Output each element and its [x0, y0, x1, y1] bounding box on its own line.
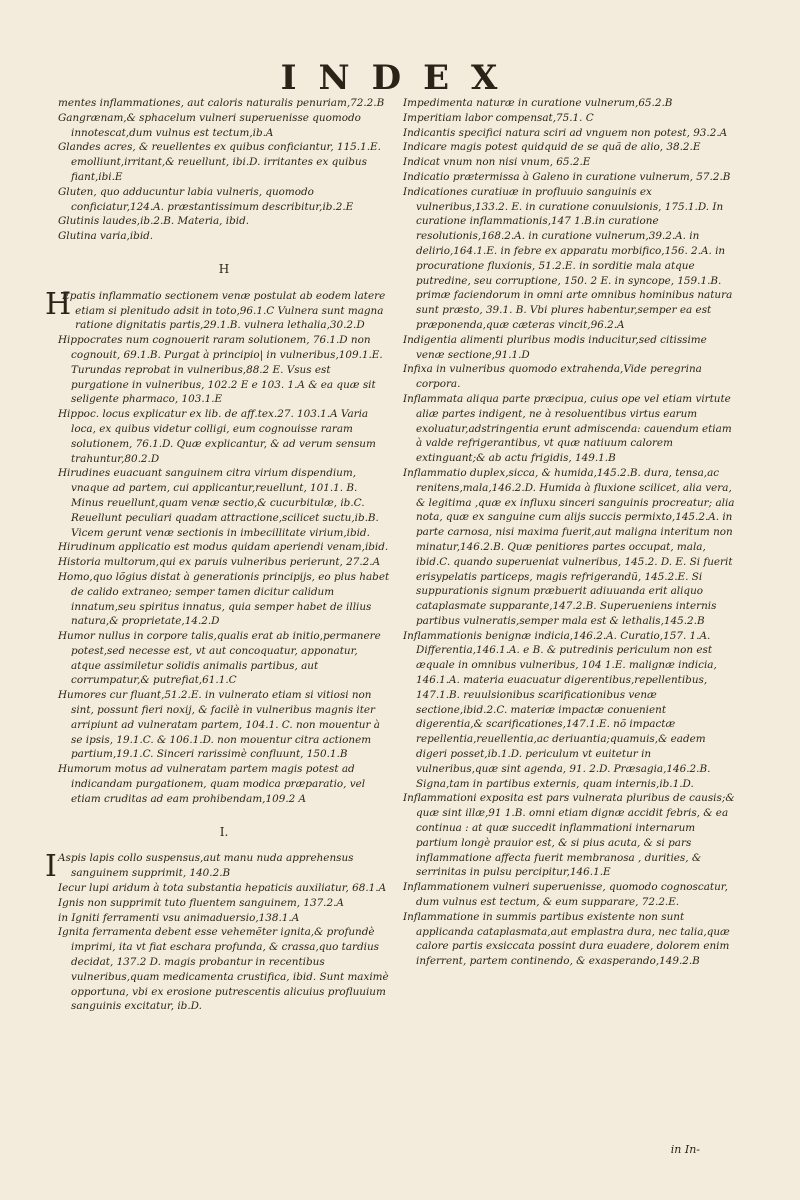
index-entry: Indigentia alimenti pluribus modis inducitur,sed citissime venæ sectione,91.1.D	[403, 333, 707, 361]
catchword: in In-	[670, 1143, 700, 1156]
index-entry: Indicantis specifici natura sciri ad vnguem non potest, 93.2.A	[403, 126, 728, 139]
index-entry: Historia multorum,qui ex paruis vulneribus perierunt, 27.2.A	[58, 556, 381, 569]
index-entry: Inflammatione in summis partibus existente non sunt applicanda cataplasmata,aut emplastra dura, nec talia,quæ calore partis exsiccata possint dura euadere, dolorem enim inferrent, partem continendo, & exasperando,149.2.B	[403, 910, 730, 968]
index-entry: Iecur lupi aridum à tota substantia hepaticis auxiliatur, 68.1.A	[58, 882, 387, 895]
index-entry: Ignis non supprimit tuto fluentem sanguinem, 137.2.A	[58, 896, 344, 909]
index-entry: Homo,quo lõgius distat à generationis principijs, eo plus habet de calido extraneo; semper tamen dicitur calidum innatum,seu spiritus innatus, quia semper habet de illius natura,& proprietate,14.2.D	[58, 570, 390, 628]
index-entry: Humor nullus in corpore talis,qualis erat ab initio,permanere potest,sed necesse est, vt aut concoquatur, apponatur, atque assimiletur solidis animalis partibus, aut corrumpatur,& putrefiat,61.1.C	[58, 630, 381, 687]
page-header: INDEX	[280, 58, 520, 98]
section-letter-i: I.	[219, 824, 229, 839]
index-entry	[45, 286, 390, 333]
index-entry: Ignita ferramenta debent esse vehemẽter ignita,& profundè imprimi, ita vt fiat eschara profunda, & crassa,quo tardius decidat, 137.2 D. magis probantur in recentibus vulneribus,quam medicamenta crustifica, ibid. Sunt maximè opportuna, vbi ex erosione putrescentis alicuius profluuium sanguinis excitatur, ib.D.	[58, 926, 389, 1013]
index-entry: Hippocrates num cognouerit raram solutionem, 76.1.D non cognouit, 69.1.B. Purgat à principio| in vulneribus,109.1.E. Turundas reprobat in vulneribus,88.2 E. Vsus est purgatione in vulneribus, 102.2 E e 103. 1.A & ea quæ sit seligente pharmaco, 103.1.E	[58, 334, 383, 406]
index-entry: Indicationes curatiuæ in profluuio sanguinis ex vulneribus,133.2. E. in curatione conuulsionis, 175.1.D. In curatione inflammationis,147 1.B.in curatione resolutionis,168.2.A. in curatione vulnerum,39.2.A. in delirio,164.1.E. in febre ex apparatu morbifico,156. 2.A. in procuratione fluxionis, 51.2.E. in sorditie mala atque putredine, seu corruptione, 150. 2 E. in syncope, 159.1.B. primæ faciendorum in omni arte omnibus hominibus natura sunt præsto, 39.1. B. Vbi plures habentur,semper ea est præponenda,quæ cæteras vincit,96.2.A	[403, 185, 733, 331]
index-entry: Hippoc. locus explicatur ex lib. de aff.tex.27. 103.1.A Varia loca, ex quibus videtur colligi, eum cognouisse raram solutionem, 76.1.D. Quæ explicantur, & ad verum sensum trahuntur,80.2.D	[58, 408, 376, 465]
index-entry: Hirudines euacuant sanguinem citra virium dispendium, vnaque ad partem, cui applicantur,reuellunt, 101.1. B. Minus reuellunt,quam venæ sectio,& cucurbitulæ, ib.C. Reuellunt peculiari quadam attractione,scilicet suctu,ib.B. Vicem gerunt venæ sectionis in imbecillitate virium,ibid.	[58, 467, 379, 539]
index-entry: Inflammata aliqua parte præcipua, cuius ope vel etiam virtute aliæ partes indigent, ne à resoluentibus virtus earum exoluatur,adstringentia erunt admiscenda: cauendum etiam à valde refrigerantibus, vt quæ natiuum calorem extinguant;& ab actu frigidis, 149.1.B	[403, 392, 732, 465]
index-entry: Inflammationem vulneri superuenisse, quomodo cognoscatur, dum vulnus est tectum, & eum supparare, 72.2.E.	[403, 881, 728, 909]
index-entry: Imperitiam labor compensat,75.1. C	[403, 111, 594, 124]
index-entry: in Igniti ferramenti vsu animaduersio,138.1.A	[58, 911, 300, 924]
index-entry: Inflammationis benignæ indicia,146.2.A. Curatio,157. 1.A. Differentia,146.1.A. e B. & putredinis periculum non est æquale in omnibus vulneribus, 104 1.E. malignæ indicia, 146.1.A. materia euacuatur digerentibus,repellentibus, 147.1.B. reuulsionibus scarificationibus venæ sectione,ibid.2.C. materiæ impactæ conuenient digerentia,& scarificationes,147.1.E. nõ impactæ repellentia,reuellentia,ac deriuantia;quamuis,& eadem digeri posset,ib.1.D. periculum vt euitetur in vulneribus,quæ sint agenda, 91. 2.D. Præsagia,146.2.B. Signa,tam in partibus externis, quam internis,ib.1.D.	[403, 629, 717, 790]
index-entry: Indicare magis potest quidquid de se quã de alio, 38.2.E	[403, 141, 701, 154]
index-entry: Inflammatio duplex,sicca, & humida,145.2.B. dura, tensa,ac renitens,mala,146.2.D. Humida à fluxione scilicet, alia vera, & legitima ,quæ ex influxu sinceri sanguinis procreatur; alia nota, quæ ex sanguine cum alijs succis permixto,145.2.A. in parte carnosa, nisi maxima fuerit,aut maligna interitum non minatur,146.2.B. Quæ penitiores partes occupat, mala, ibid.C. quando superueniat vulneribus, 145.2. D. E. Si fuerit erisypelatis particeps, magis refrigerandũ, 145.2.E. Si suppurationis signum præbuerit adiuuanda erit aliquo cataplasmate supparante,147.2.B. Superueniens internis partibus vulneratis,semper mala est & lethalis,145.2.B	[403, 466, 735, 627]
entry-text: Aspis lapis collo suspensus,aut manu nuda apprehensus sanguinem supprimit, 140.2.B	[58, 852, 354, 880]
index-entry: Glutinis laudes,ib.2.B. Materia, ibid.	[58, 215, 250, 228]
index-entry: Hirudinum applicatio est modus quidam aperiendi venam,ibid.	[58, 541, 389, 554]
index-entry: Inflammationi exposita est pars vulnerata pluribus de causis;& quæ sint illæ,91 1.B. omni etiam dignæ accidit febris, & ea continua : at quæ succedit inflammationi internarum partium longè prauior est, & si pius acuta, & si pars inflammatione affecta fuerit membranosa , durities, & serrinitas in pulsu percipitur,146.1.E	[403, 792, 735, 879]
index-entry: I Aspis lapis collo suspensus,aut manu nuda apprehensus sanguinem supprimit, 140.2.B	[45, 849, 354, 885]
index-entry: Indicatio prætermissa à Galeno in curatione vulnerum, 57.2.B	[403, 170, 731, 183]
index-entry: mentes inflammationes, aut caloris naturalis penuriam,72.2.B	[58, 97, 385, 109]
index-entry: Gluten, quo adducuntur labia vulneris, quomodo conficiatur,124.A. præstantissimum describitur,ib.2.E	[58, 185, 354, 213]
index-entry: Indicat vnum non nisi vnum, 65.2.E	[403, 156, 591, 169]
index-entry: Humorum motus ad vulneratam partem magis potest ad indicandam purgationem, quam modica præparatio, vel etiam cruditas ad eam prohibendam,109.2 A	[58, 763, 366, 805]
index-entry: Impedimenta naturæ in curatione vulnerum,65.2.B	[403, 97, 673, 109]
section-letter-h: H	[218, 261, 230, 276]
index-entry: Humores cur fluant,51.2.E. in vulnerato etiam si vitiosi non sint, possunt fieri noxij, & facilè in vulneribus magnis iter arripiunt ad vulneratam partem, 104.1. C. non mouentur à se ipsis, 19.1.C. & 106.1.D. non mouentur citra actionem partium,19.1.C. Sinceri rarissimè confluunt, 150.1.B	[58, 689, 380, 761]
index-entry: Gangrænam,& sphacelum vulneri superuenisse quomodo innotescat,dum vulnus est tectum,ib.A	[58, 111, 361, 139]
left-column	[45, 96, 390, 1014]
index-entry: Infixa in vulneribus quomodo extrahenda,Vide peregrina corpora.	[403, 363, 702, 391]
right-column	[403, 96, 735, 969]
entry-text: Epatis inflammatio sectionem venæ postulat ab eodem latere etiam si plenitudo adsit in toto,96.1.C Vulnera sunt magna ratione dignitatis partis,29.1.B. vulnera lethalia,30.2.D	[62, 289, 386, 332]
drop-cap-h: H	[45, 286, 72, 322]
index-entry: Glutina varia,ibid.	[58, 230, 154, 243]
index-entry: Glandes acres, & reuellentes ex quibus conficiantur, 115.1.E. emolliunt,irritant,& reuellunt, ibi.D. irritantes ex quibus fiant,ibi.E	[58, 141, 381, 183]
